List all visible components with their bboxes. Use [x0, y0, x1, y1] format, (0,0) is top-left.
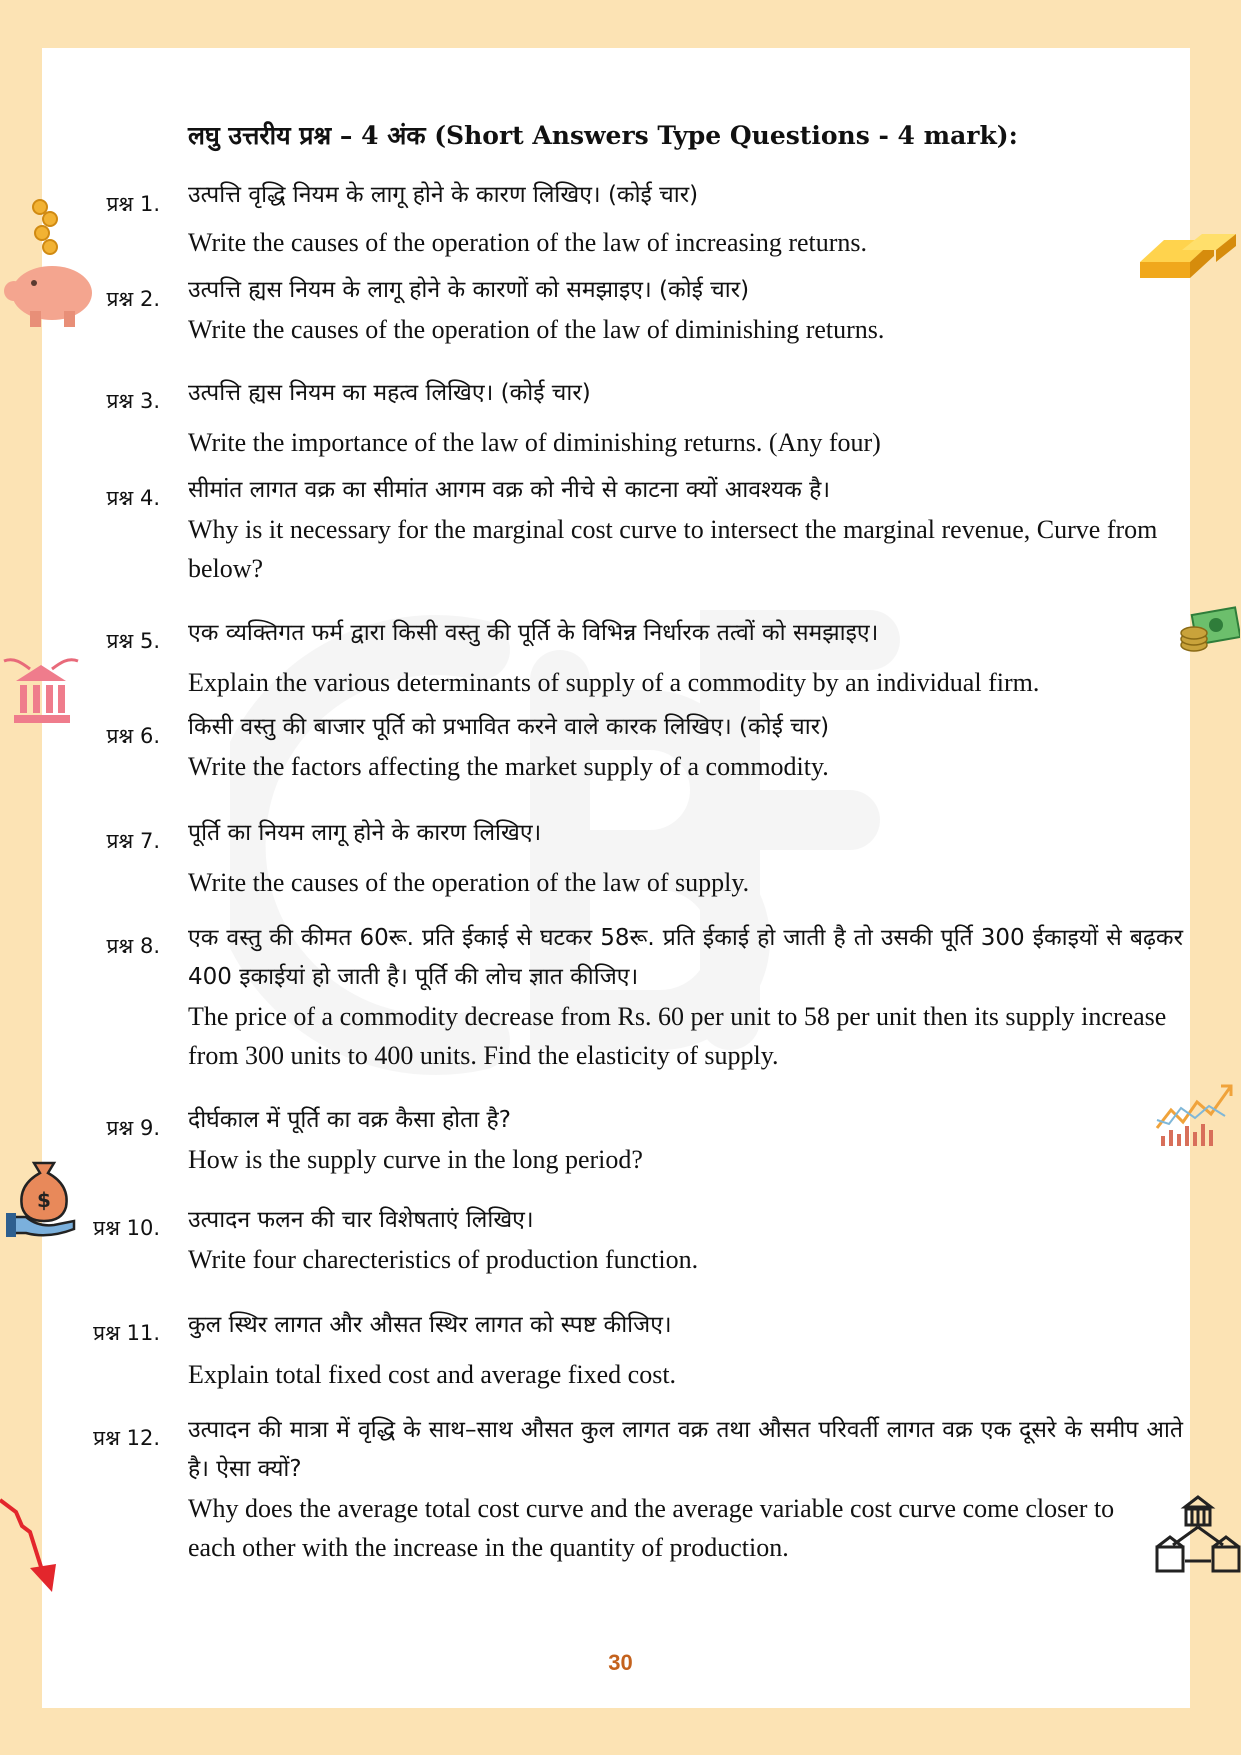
- question-5-english: Explain the various determinants of supply of a commodity by an individual firm.: [188, 668, 1040, 697]
- question-10: [188, 1201, 1183, 1279]
- bank-hands-icon: [0, 655, 82, 730]
- question-5-label: प्रश्न 5.: [106, 629, 160, 653]
- question-4-hindi: सीमांत लागत वक्र का सीमांत आगम वक्र को नीचे से काटना क्यों आवश्यक है।: [188, 477, 831, 503]
- question-11: [188, 1306, 1183, 1394]
- question-8: [188, 919, 1183, 1075]
- question-12-hindi: उत्पादन की मात्रा में वृद्धि के साथ–साथ औसत कुल लागत वक्र तथा औसत परिवर्ती लागत वक्र एक दूसरे के समीप आते है। ऐसा क्यों?: [188, 1417, 1183, 1482]
- question-4-english: Why is it necessary for the marginal cost curve to intersect the marginal revenue, Curve from below?: [188, 515, 1158, 583]
- question-3-english: Write the importance of the law of diminishing returns. (Any four): [188, 428, 881, 457]
- question-11-english: Explain total fixed cost and average fixed cost.: [188, 1360, 677, 1389]
- question-9-hindi: दीर्घकाल में पूर्ति का वक्र कैसा होता है?: [188, 1107, 511, 1133]
- question-8-hindi: एक वस्तु की कीमत 60रू. प्रति ईकाई से घटकर 58रू. प्रति ईकाई हो जाती है तो उसकी पूर्ति 300 ईकाइयों से बढ़कर 400 इकाईयां हो जाती है। पूर्ति की लोच ज्ञात कीजिए।: [188, 925, 1183, 990]
- question-4-label: प्रश्न 4.: [106, 486, 160, 510]
- question-2-english: Write the causes of the operation of the law of diminishing returns.: [188, 315, 885, 344]
- question-7-hindi: पूर्ति का नियम लागू होने के कारण लिखिए।: [188, 820, 542, 846]
- growth-chart-icon: [1155, 1080, 1235, 1150]
- question-10-label: प्रश्न 10.: [93, 1216, 160, 1240]
- question-2: [188, 271, 1183, 349]
- question-2-label: प्रश्न 2.: [106, 287, 160, 311]
- coins-piggy-bank-icon: [0, 195, 100, 330]
- question-10-hindi: उत्पादन फलन की चार विशेषताएं लिखिए।: [188, 1207, 534, 1233]
- question-12: [188, 1411, 1183, 1567]
- question-7: [188, 814, 1183, 902]
- cash-stack-icon: [1178, 605, 1240, 660]
- question-5-hindi: एक व्यक्तिगत फर्म द्वारा किसी वस्तु की पूर्ति के विभिन्न निर्धारक तत्वों को समझाइए।: [188, 620, 879, 646]
- question-6: [188, 708, 1183, 786]
- page-number: 30: [608, 1650, 633, 1675]
- bank-buildings-icon: [1155, 1495, 1241, 1575]
- question-6-label: प्रश्न 6.: [106, 724, 160, 748]
- question-10-english: Write four charecteristics of production function.: [188, 1245, 699, 1274]
- question-2-hindi: उत्पत्ति ह्यस नियम के लागू होने के कारणों को समझाइए। (कोई चार): [188, 277, 750, 303]
- question-5: [188, 614, 1183, 702]
- question-6-hindi: किसी वस्तु की बाजार पूर्ति को प्रभावित करने वाले कारक लिखिए। (कोई चार): [188, 714, 830, 740]
- question-9-label: प्रश्न 9.: [106, 1116, 160, 1140]
- question-11-hindi: कुल स्थिर लागत और औसत स्थिर लागत को स्पष्ट कीजिए।: [188, 1312, 672, 1338]
- question-7-label: प्रश्न 7.: [106, 829, 160, 853]
- question-8-label: प्रश्न 8.: [106, 934, 160, 958]
- question-9: [188, 1101, 1183, 1179]
- money-bag-hand-icon: [4, 1155, 80, 1240]
- question-1: [188, 176, 1183, 262]
- question-3: [188, 374, 1183, 462]
- question-12-english: Why does the average total cost curve and the average variable cost curve come closer to each other with the increase in the quantity of production.: [188, 1494, 1115, 1562]
- question-1-english: Write the causes of the operation of the law of increasing returns.: [188, 228, 868, 257]
- question-3-hindi: उत्पत्ति ह्यस नियम का महत्व लिखिए। (कोई चार): [188, 380, 591, 406]
- question-8-english: The price of a commodity decrease from Rs. 60 per unit to 58 per unit then its supply increase from 300 units to 400 units. Find the elasticity of supply.: [188, 1002, 1167, 1070]
- question-3-label: प्रश्न 3.: [106, 389, 160, 413]
- question-4: [188, 471, 1183, 588]
- svg-text:$: $: [37, 1188, 51, 1212]
- falling-arrow-icon: [0, 1460, 72, 1595]
- question-1-label: प्रश्न 1.: [106, 192, 160, 216]
- question-1-hindi: उत्पत्ति वृद्धि नियम के लागू होने के कारण लिखिए। (कोई चार): [188, 182, 699, 208]
- question-9-english: How is the supply curve in the long period?: [188, 1145, 643, 1174]
- question-7-english: Write the causes of the operation of the law of supply.: [188, 868, 750, 897]
- section-heading: लघु उत्तरीय प्रश्न – 4 अंक (Short Answers Type Questions - 4 mark):: [188, 121, 1018, 150]
- gold-bars-icon: [1138, 232, 1238, 292]
- question-11-label: प्रश्न 11.: [93, 1321, 160, 1345]
- question-12-label: प्रश्न 12.: [93, 1426, 160, 1450]
- question-6-english: Write the factors affecting the market supply of a commodity.: [188, 752, 829, 781]
